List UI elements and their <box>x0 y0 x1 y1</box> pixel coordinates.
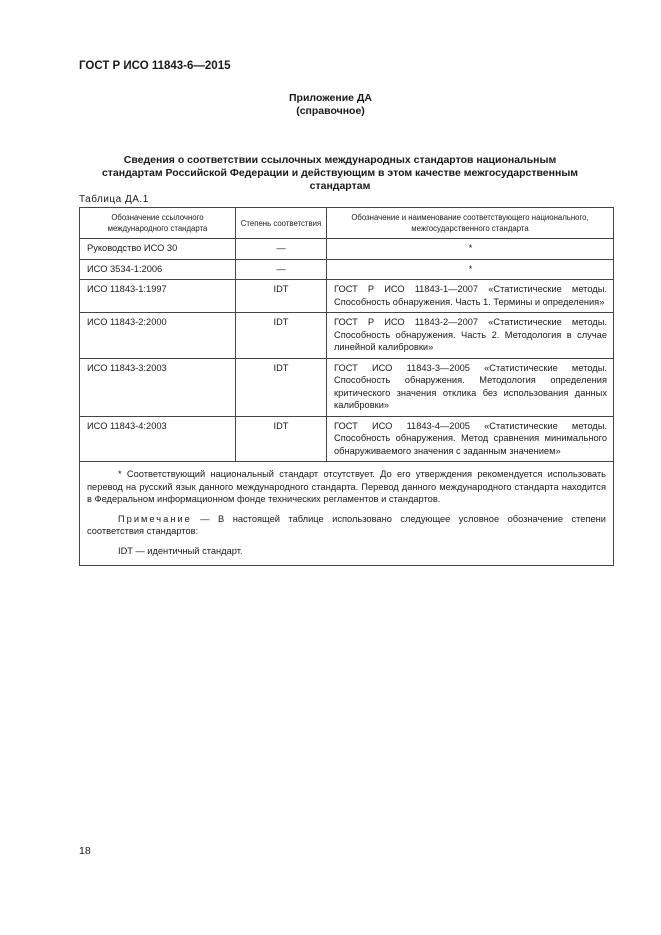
table-label: Таблица ДА.1 <box>79 194 149 205</box>
header-intl-standard: Обозначение ссылочного международного стандарта <box>80 208 236 239</box>
note-text: — В настоящей таблице использовано следующее условное обозначение степени соответствия стандартов: <box>87 513 606 536</box>
cell-intl-standard: ИСО 11843-1:1997 <box>80 280 236 313</box>
page-number: 18 <box>79 845 91 857</box>
footnote-text: * Соответствующий национальный стандарт отсутствует. До его утверждения рекомендуется использовать перевод на русский язык данного международного стандарта. Перевод данного международного стандарта находится в Федеральном информационном фонде технических регламентов и стандартов. <box>87 469 606 504</box>
cell-degree: — <box>236 239 327 260</box>
table-row <box>80 313 614 359</box>
table-row <box>80 280 614 313</box>
table-note <box>87 513 606 538</box>
cell-intl-standard: ИСО 3534-1:2006 <box>80 259 236 280</box>
section-heading: Сведения о соответствии ссылочных международных стандартов национальным стандартам Российской Федерации и действующим в этом качестве межгосударственным стандартам <box>101 154 579 192</box>
table-row <box>80 239 614 260</box>
table-header-row <box>80 208 614 239</box>
appendix-subtitle: (справочное) <box>296 105 365 117</box>
cell-intl-standard: ИСО 11843-4:2003 <box>80 416 236 462</box>
header-degree: Степень соответствия <box>236 208 327 239</box>
table-footnote-cell <box>80 462 614 566</box>
cell-intl-standard: Руководство ИСО 30 <box>80 239 236 260</box>
cell-degree: IDT <box>236 280 327 313</box>
cell-degree: IDT <box>236 313 327 359</box>
reference-table <box>79 207 614 566</box>
document-code: ГОСТ Р ИСО 11843-6—2015 <box>79 60 231 72</box>
note-label: Примечание <box>118 513 192 524</box>
header-national-standard: Обозначение и наименование соответствующего национального, межгосударственного стандарта <box>327 208 614 239</box>
appendix-title: Приложение ДА <box>289 92 372 104</box>
table-footnote-row <box>80 462 614 566</box>
cell-degree: — <box>236 259 327 280</box>
table-row <box>80 416 614 462</box>
idt-definition: IDT — идентичный стандарт. <box>118 545 243 556</box>
cell-national-standard: * <box>327 259 614 280</box>
cell-national-standard: ГОСТ Р ИСО 11843-1—2007 «Статистические методы. Способность обнаружения. Часть 1. Термины и определения» <box>327 280 614 313</box>
cell-national-standard: ГОСТ Р ИСО 11843-2—2007 «Статистические методы. Способность обнаружения. Часть 2. Методология в случае линейной калибровки» <box>327 313 614 359</box>
cell-national-standard: ГОСТ ИСО 11843-3—2005 «Статистические методы. Способность обнаружения. Методология определения критического значения отклика без использования данных калибровки» <box>327 358 614 416</box>
cell-degree: IDT <box>236 416 327 462</box>
table-row <box>80 259 614 280</box>
cell-intl-standard: ИСО 11843-2:2000 <box>80 313 236 359</box>
cell-intl-standard: ИСО 11843-3:2003 <box>80 358 236 416</box>
cell-degree: IDT <box>236 358 327 416</box>
cell-national-standard: ГОСТ ИСО 11843-4—2005 «Статистические методы. Способность обнаружения. Метод сравнения минимального обнаруживаемого значения с заданным значением» <box>327 416 614 462</box>
cell-national-standard: * <box>327 239 614 260</box>
table-row <box>80 358 614 416</box>
appendix-title-block <box>0 92 661 118</box>
